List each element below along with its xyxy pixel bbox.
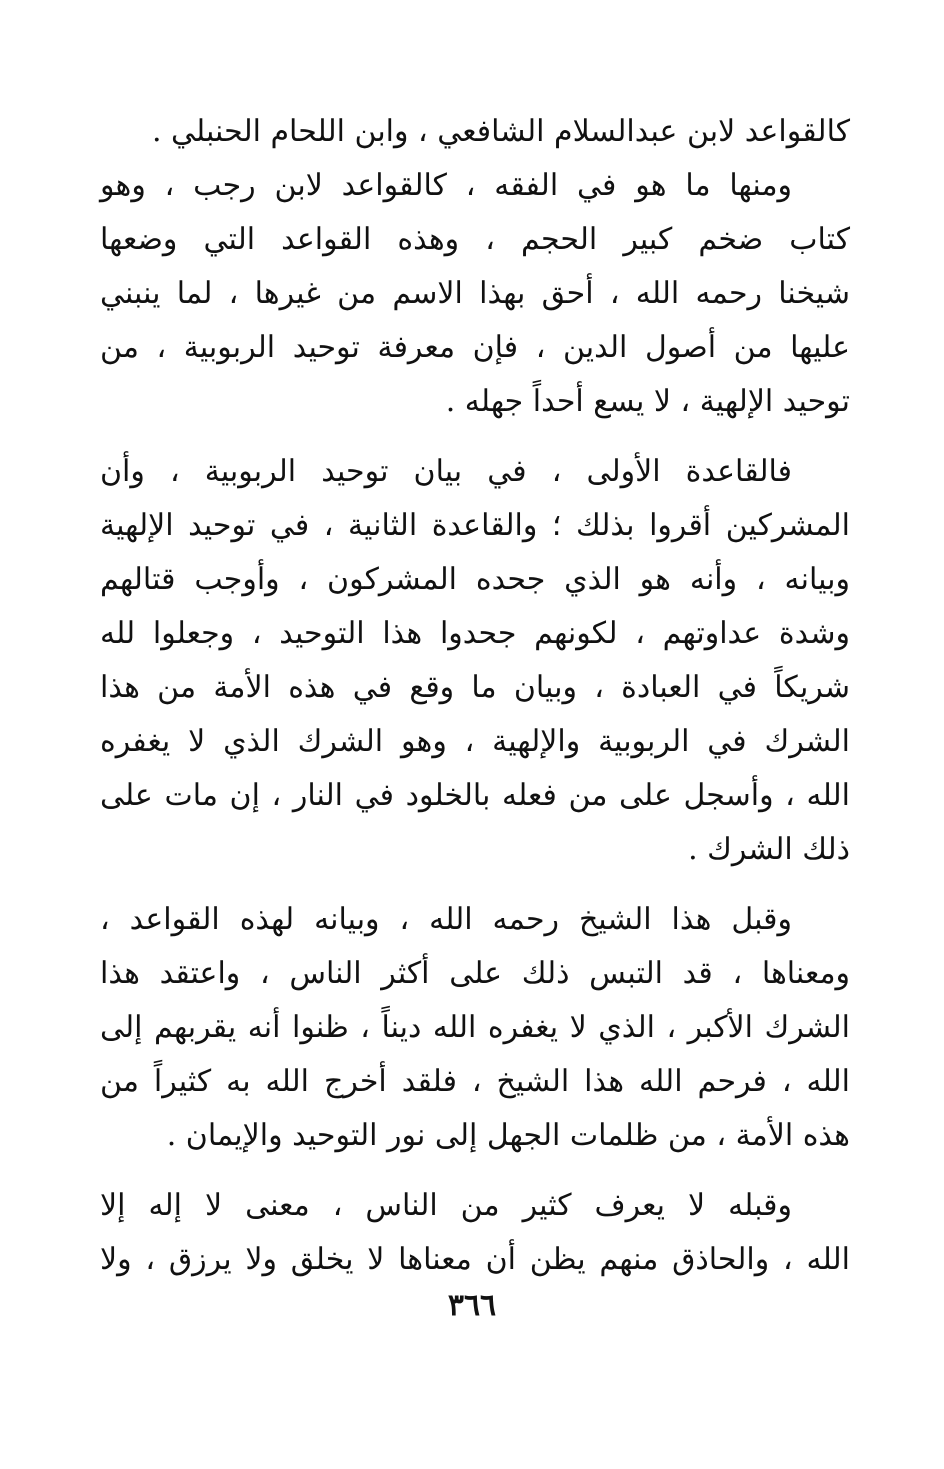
page-body <box>100 105 850 1287</box>
text-line: ومعناها ، قد التبس ذلك على أكثر الناس ، واعتقد هذا <box>100 956 850 991</box>
text-line: ذلك الشرك . <box>688 832 850 867</box>
text-line: الله ، فرحم الله هذا الشيخ ، فلقد أخرج الله به كثيراً من <box>100 1064 850 1099</box>
paragraph-5 <box>100 1179 850 1287</box>
text-line: وقبله لا يعرف كثير من الناس ، معنى لا إله إلا <box>100 1188 792 1223</box>
text-line: توحيد الإلهية ، لا يسع أحداً جهله . <box>445 384 850 419</box>
text-line: الله ، وأسجل على من فعله بالخلود في النار ، إن مات على <box>100 778 850 813</box>
paragraph-gap <box>100 877 850 893</box>
paragraph-gap <box>100 1163 850 1179</box>
text-line: وبيانه ، وأنه هو الذي جحده المشركون ، وأوجب قتالهم <box>100 562 850 597</box>
text-line: عليها من أصول الدين ، فإن معرفة توحيد الربوبية ، من <box>100 330 850 365</box>
paragraph-4 <box>100 893 850 1163</box>
text-line: الله ، والحاذق منهم يظن أن معناها لا يخلق ولا يرزق ، ولا <box>100 1242 850 1277</box>
text-line: كالقواعد لابن عبدالسلام الشافعي ، وابن اللحام الحنبلي . <box>151 114 850 149</box>
text-line: شريكاً في العبادة ، وبيان ما وقع في هذه الأمة من هذا <box>100 670 850 705</box>
page-number: ٣٦٦ <box>447 1288 497 1323</box>
paragraph-2 <box>100 159 850 429</box>
text-line: كتاب ضخم كبير الحجم ، وهذه القواعد التي وضعها <box>100 222 850 257</box>
text-line: هذه الأمة ، من ظلمات الجهل إلى نور التوحيد والإيمان . <box>166 1118 850 1153</box>
text-line: وقبل هذا الشيخ رحمه الله ، وبيانه لهذه القواعد ، <box>100 902 792 937</box>
text-line: الشرك في الربوبية والإلهية ، وهو الشرك الذي لا يغفره <box>100 724 850 759</box>
text-line: المشركين أقروا بذلك ؛ والقاعدة الثانية ، في توحيد الإلهية <box>100 508 850 543</box>
text-line: الشرك الأكبر ، الذي لا يغفره الله ديناً ، ظنوا أنه يقربهم إلى <box>100 1010 850 1045</box>
text-line: وشدة عداوتهم ، لكونهم جحدوا هذا التوحيد ، وجعلوا لله <box>100 616 850 651</box>
paragraph-3 <box>100 445 850 877</box>
paragraph-1 <box>100 105 850 159</box>
paragraph-gap <box>100 429 850 445</box>
text-line: شيخنا رحمه الله ، أحق بهذا الاسم من غيرها ، لما ينبني <box>100 276 850 311</box>
text-line: فالقاعدة الأولى ، في بيان توحيد الربوبية ، وأن <box>100 454 792 489</box>
text-line: ومنها ما هو في الفقه ، كالقواعد لابن رجب ، وهو <box>100 168 792 203</box>
